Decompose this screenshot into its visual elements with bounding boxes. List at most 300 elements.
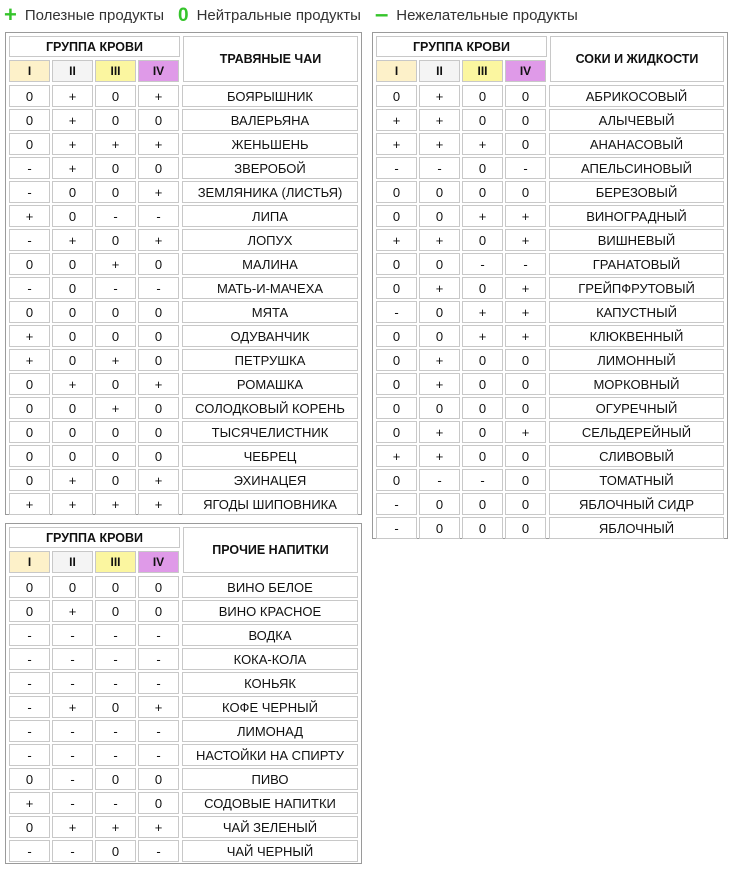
table-row [376, 516, 724, 540]
rating-cell: 0 [505, 181, 546, 203]
table-row [376, 276, 724, 300]
table-row [9, 647, 358, 671]
rating-cell: - [52, 744, 93, 766]
rating-cell: - [95, 744, 136, 766]
rating-cell: - [9, 672, 50, 694]
table-row [376, 228, 724, 252]
rating-cell: 0 [52, 397, 93, 419]
item-name: АНАНАСОВЫЙ [549, 133, 724, 155]
item-name: ЛИМОННЫЙ [549, 349, 724, 371]
item-name: ОГУРЕЧНЫЙ [549, 397, 724, 419]
rating-cell: + [376, 229, 417, 251]
item-name: МЯТА [182, 301, 358, 323]
rating-cell: 0 [138, 109, 179, 131]
blood-type-iii: III [462, 60, 503, 82]
rating-cell: - [9, 624, 50, 646]
rating-cell: 0 [376, 349, 417, 371]
item-name: ЯБЛОЧНЫЙ [549, 517, 724, 539]
category-header: СОКИ И ЖИДКОСТИ [550, 36, 724, 82]
table-row [9, 252, 358, 276]
rating-cell: - [9, 157, 50, 179]
rating-cell: 0 [138, 301, 179, 323]
rating-cell: 0 [9, 85, 50, 107]
rating-cell: 0 [52, 277, 93, 299]
rating-cell: 0 [9, 109, 50, 131]
rating-cell: 0 [462, 181, 503, 203]
blood-type-iv: IV [138, 551, 179, 573]
table-body [9, 575, 358, 863]
rating-cell: - [9, 840, 50, 862]
rating-cell: + [376, 133, 417, 155]
rating-cell: + [52, 373, 93, 395]
rating-cell: + [95, 253, 136, 275]
table-header [9, 527, 358, 573]
blood-type-ii: II [52, 60, 93, 82]
item-name: ВОДКА [182, 624, 358, 646]
table-row [9, 108, 358, 132]
item-name: ЛИПА [182, 205, 358, 227]
rating-cell: 0 [462, 445, 503, 467]
rating-cell: 0 [95, 85, 136, 107]
rating-cell: - [95, 720, 136, 742]
rating-cell: 0 [462, 421, 503, 443]
blood-type-i: I [9, 551, 50, 573]
item-name: ЛИМОНАД [182, 720, 358, 742]
rating-cell: 0 [9, 816, 50, 838]
table-row [9, 300, 358, 324]
rating-cell: + [9, 325, 50, 347]
rating-cell: - [138, 840, 179, 862]
table-row [9, 420, 358, 444]
rating-cell: 0 [9, 600, 50, 622]
rating-cell: 0 [505, 133, 546, 155]
rating-cell: + [138, 229, 179, 251]
table-row [9, 204, 358, 228]
rating-cell: + [95, 349, 136, 371]
rating-cell: - [52, 648, 93, 670]
rating-cell: 0 [462, 85, 503, 107]
plus-icon: + [4, 2, 17, 27]
rating-cell: 0 [376, 205, 417, 227]
rating-cell: 0 [462, 157, 503, 179]
rating-cell: + [9, 493, 50, 515]
rating-cell: - [505, 157, 546, 179]
rating-cell: 0 [419, 181, 460, 203]
rating-cell: + [138, 133, 179, 155]
rating-cell: 0 [138, 253, 179, 275]
blood-type-ii: II [52, 551, 93, 573]
rating-cell: + [505, 421, 546, 443]
rating-cell: 0 [52, 205, 93, 227]
rating-cell: 0 [419, 397, 460, 419]
rating-cell: 0 [419, 205, 460, 227]
table-body [376, 84, 724, 540]
rating-cell: 0 [9, 768, 50, 790]
item-name: ВИНО КРАСНОЕ [182, 600, 358, 622]
blood-type-iii: III [95, 60, 136, 82]
item-name: АПЕЛЬСИНОВЫЙ [549, 157, 724, 179]
item-name: МАЛИНА [182, 253, 358, 275]
rating-cell: + [419, 277, 460, 299]
rating-cell: 0 [52, 181, 93, 203]
rating-cell: 0 [505, 85, 546, 107]
rating-cell: 0 [52, 325, 93, 347]
rating-cell: 0 [138, 792, 179, 814]
table-row [376, 372, 724, 396]
table-row [376, 324, 724, 348]
rating-cell: 0 [376, 421, 417, 443]
table-row [9, 492, 358, 516]
rating-cell: 0 [9, 373, 50, 395]
rating-cell: 0 [376, 181, 417, 203]
table-row [376, 204, 724, 228]
table-row [9, 276, 358, 300]
rating-cell: - [376, 493, 417, 515]
rating-cell: 0 [95, 696, 136, 718]
rating-cell: - [95, 624, 136, 646]
item-name: КОНЬЯК [182, 672, 358, 694]
rating-cell: 0 [9, 469, 50, 491]
rating-cell: 0 [95, 421, 136, 443]
rating-cell: + [419, 373, 460, 395]
table-row [9, 84, 358, 108]
item-name: ЧЕБРЕЦ [182, 445, 358, 467]
blood-group-header: ГРУППА КРОВИ [9, 36, 180, 57]
rating-cell: + [9, 792, 50, 814]
rating-cell: + [138, 696, 179, 718]
rating-cell: 0 [419, 301, 460, 323]
rating-cell: - [376, 301, 417, 323]
rating-cell: - [52, 792, 93, 814]
blood-type-i: I [376, 60, 417, 82]
rating-cell: 0 [95, 840, 136, 862]
item-name: АЛЫЧЕВЫЙ [549, 109, 724, 131]
table-row [9, 372, 358, 396]
item-name: ВИНО БЕЛОЕ [182, 576, 358, 598]
rating-cell: 0 [462, 109, 503, 131]
item-name: МОРКОВНЫЙ [549, 373, 724, 395]
rating-cell: 0 [9, 253, 50, 275]
rating-cell: + [505, 301, 546, 323]
item-name: ВИНОГРАДНЫЙ [549, 205, 724, 227]
rating-cell: + [52, 157, 93, 179]
rating-cell: - [52, 672, 93, 694]
table-row [376, 300, 724, 324]
rating-cell: 0 [52, 253, 93, 275]
rating-cell: + [138, 493, 179, 515]
rating-cell: 0 [462, 517, 503, 539]
other-drinks-table [5, 523, 362, 864]
rating-cell: 0 [52, 445, 93, 467]
rating-cell: 0 [505, 493, 546, 515]
rating-cell: 0 [95, 469, 136, 491]
rating-cell: - [138, 672, 179, 694]
rating-cell: + [95, 397, 136, 419]
rating-cell: 0 [419, 493, 460, 515]
rating-cell: 0 [376, 397, 417, 419]
rating-cell: + [9, 349, 50, 371]
rating-cell: - [138, 624, 179, 646]
rating-cell: 0 [376, 253, 417, 275]
rating-cell: 0 [95, 325, 136, 347]
rating-cell: 0 [9, 301, 50, 323]
rating-cell: 0 [138, 600, 179, 622]
rating-cell: 0 [462, 373, 503, 395]
rating-cell: + [138, 469, 179, 491]
item-name: ПЕТРУШКА [182, 349, 358, 371]
rating-cell: - [505, 253, 546, 275]
item-name: НАСТОЙКИ НА СПИРТУ [182, 744, 358, 766]
rating-cell: + [138, 181, 179, 203]
rating-cell: + [376, 109, 417, 131]
blood-type-iv: IV [138, 60, 179, 82]
item-name: СОДОВЫЕ НАПИТКИ [182, 792, 358, 814]
item-name: КАПУСТНЫЙ [549, 301, 724, 323]
rating-cell: 0 [138, 445, 179, 467]
rating-cell: + [419, 349, 460, 371]
rating-cell: 0 [138, 576, 179, 598]
table-row [9, 228, 358, 252]
rating-cell: 0 [138, 157, 179, 179]
item-name: ВАЛЕРЬЯНА [182, 109, 358, 131]
legend-neutral-label: Нейтральные продукты [196, 6, 361, 24]
rating-cell: - [138, 648, 179, 670]
juices-table [372, 32, 728, 539]
table-row [376, 348, 724, 372]
table-row [376, 420, 724, 444]
table-row [9, 575, 358, 599]
rating-cell: 0 [95, 445, 136, 467]
herbal-teas-table [5, 32, 362, 515]
item-name: БОЯРЫШНИК [182, 85, 358, 107]
rating-cell: - [9, 648, 50, 670]
table-row [9, 767, 358, 791]
item-name: ГРАНАТОВЫЙ [549, 253, 724, 275]
table-row [9, 396, 358, 420]
rating-cell: + [52, 85, 93, 107]
item-name: ТОМАТНЫЙ [549, 469, 724, 491]
rating-cell: 0 [9, 421, 50, 443]
item-name: ЗВЕРОБОЙ [182, 157, 358, 179]
item-name: КЛЮКВЕННЫЙ [549, 325, 724, 347]
rating-cell: 0 [95, 768, 136, 790]
rating-cell: - [138, 744, 179, 766]
rating-cell: 0 [95, 157, 136, 179]
item-name: СЕЛЬДЕРЕЙНЫЙ [549, 421, 724, 443]
rating-cell: 0 [52, 421, 93, 443]
rating-cell: 0 [138, 349, 179, 371]
rating-cell: - [9, 696, 50, 718]
item-name: СЛИВОВЫЙ [549, 445, 724, 467]
table-row [9, 180, 358, 204]
item-name: ЧАЙ ЗЕЛЕНЫЙ [182, 816, 358, 838]
table-row [9, 132, 358, 156]
rating-cell: 0 [9, 133, 50, 155]
category-header: ПРОЧИЕ НАПИТКИ [183, 527, 358, 573]
rating-cell: - [419, 157, 460, 179]
item-name: ОДУВАНЧИК [182, 325, 358, 347]
rating-cell: + [52, 133, 93, 155]
rating-cell: - [419, 469, 460, 491]
table-row [9, 815, 358, 839]
table-row [376, 132, 724, 156]
rating-cell: + [52, 493, 93, 515]
table-row [376, 108, 724, 132]
rating-cell: + [462, 133, 503, 155]
item-name: ЧАЙ ЧЕРНЫЙ [182, 840, 358, 862]
rating-cell: 0 [462, 277, 503, 299]
table-row [376, 180, 724, 204]
blood-type-ii: II [419, 60, 460, 82]
table-row [9, 156, 358, 180]
rating-cell: 0 [138, 325, 179, 347]
rating-cell: + [138, 373, 179, 395]
blood-type-iv: IV [505, 60, 546, 82]
rating-cell: + [52, 229, 93, 251]
rating-cell: 0 [462, 397, 503, 419]
rating-cell: + [52, 696, 93, 718]
rating-cell: - [9, 744, 50, 766]
item-name: КОКА-КОЛА [182, 648, 358, 670]
legend-useful-label: Полезные продукты [24, 6, 164, 24]
rating-cell: 0 [9, 576, 50, 598]
item-name: ЖЕНЬШЕНЬ [182, 133, 358, 155]
rating-cell: 0 [52, 301, 93, 323]
item-name: ЯГОДЫ ШИПОВНИКА [182, 493, 358, 515]
rating-cell: 0 [95, 576, 136, 598]
table-row [376, 396, 724, 420]
rating-cell: + [138, 816, 179, 838]
rating-cell: 0 [138, 397, 179, 419]
rating-cell: - [376, 517, 417, 539]
rating-cell: 0 [9, 445, 50, 467]
table-row [9, 324, 358, 348]
rating-cell: 0 [462, 349, 503, 371]
table-row [9, 623, 358, 647]
rating-cell: + [419, 445, 460, 467]
rating-cell: 0 [376, 373, 417, 395]
rating-cell: - [95, 648, 136, 670]
blood-group-header: ГРУППА КРОВИ [9, 527, 180, 548]
rating-cell: 0 [462, 229, 503, 251]
blood-type-i: I [9, 60, 50, 82]
item-name: ЭХИНАЦЕЯ [182, 469, 358, 491]
rating-cell: + [95, 816, 136, 838]
rating-cell: + [462, 205, 503, 227]
table-row [9, 743, 358, 767]
table-row [376, 468, 724, 492]
rating-cell: + [9, 205, 50, 227]
rating-cell: + [462, 325, 503, 347]
legend [4, 0, 734, 30]
rating-cell: - [138, 205, 179, 227]
item-name: СОЛОДКОВЫЙ КОРЕНЬ [182, 397, 358, 419]
item-name: ЗЕМЛЯНИКА (ЛИСТЬЯ) [182, 181, 358, 203]
rating-cell: + [52, 469, 93, 491]
rating-cell: - [52, 624, 93, 646]
table-row [9, 444, 358, 468]
table-row [376, 84, 724, 108]
rating-cell: 0 [419, 253, 460, 275]
rating-cell: + [52, 600, 93, 622]
item-name: ТЫСЯЧЕЛИСТНИК [182, 421, 358, 443]
rating-cell: + [95, 493, 136, 515]
rating-cell: 0 [95, 600, 136, 622]
rating-cell: - [52, 840, 93, 862]
rating-cell: 0 [138, 421, 179, 443]
rating-cell: 0 [138, 768, 179, 790]
rating-cell: 0 [462, 493, 503, 515]
rating-cell: 0 [505, 517, 546, 539]
table-header [376, 36, 724, 82]
item-name: БЕРЕЗОВЫЙ [549, 181, 724, 203]
rating-cell: + [419, 85, 460, 107]
rating-cell: + [505, 205, 546, 227]
rating-cell: + [505, 325, 546, 347]
item-name: КОФЕ ЧЕРНЫЙ [182, 696, 358, 718]
rating-cell: 0 [52, 349, 93, 371]
item-name: ЛОПУХ [182, 229, 358, 251]
rating-cell: + [505, 229, 546, 251]
table-row [9, 348, 358, 372]
rating-cell: 0 [505, 349, 546, 371]
rating-cell: + [419, 229, 460, 251]
zero-icon: 0 [177, 4, 189, 26]
rating-cell: - [138, 277, 179, 299]
rating-cell: + [419, 109, 460, 131]
rating-cell: 0 [95, 181, 136, 203]
rating-cell: - [138, 720, 179, 742]
rating-cell: - [376, 157, 417, 179]
table-row [376, 252, 724, 276]
rating-cell: - [52, 720, 93, 742]
item-name: ВИШНЕВЫЙ [549, 229, 724, 251]
rating-cell: - [462, 253, 503, 275]
rating-cell: 0 [505, 469, 546, 491]
rating-cell: - [9, 181, 50, 203]
category-header: ТРАВЯНЫЕ ЧАИ [183, 36, 358, 82]
table-row [9, 671, 358, 695]
rating-cell: - [95, 277, 136, 299]
legend-undesirable-label: Нежелательные продукты [396, 6, 578, 24]
rating-cell: + [52, 109, 93, 131]
minus-icon: – [374, 1, 389, 28]
table-row [9, 468, 358, 492]
table-row [9, 599, 358, 623]
rating-cell: 0 [505, 109, 546, 131]
rating-cell: 0 [95, 301, 136, 323]
rating-cell: 0 [505, 373, 546, 395]
item-name: АБРИКОСОВЫЙ [549, 85, 724, 107]
item-name: ЯБЛОЧНЫЙ СИДР [549, 493, 724, 515]
rating-cell: + [95, 133, 136, 155]
item-name: РОМАШКА [182, 373, 358, 395]
rating-cell: - [52, 768, 93, 790]
table-row [376, 492, 724, 516]
rating-cell: - [95, 792, 136, 814]
rating-cell: 0 [9, 397, 50, 419]
rating-cell: 0 [505, 397, 546, 419]
rating-cell: 0 [419, 325, 460, 347]
rating-cell: - [462, 469, 503, 491]
rating-cell: 0 [95, 373, 136, 395]
blood-type-iii: III [95, 551, 136, 573]
item-name: ГРЕЙПФРУТОВЫЙ [549, 277, 724, 299]
rating-cell: 0 [52, 576, 93, 598]
rating-cell: + [138, 85, 179, 107]
item-name: МАТЬ-И-МАЧЕХА [182, 277, 358, 299]
table-row [9, 791, 358, 815]
